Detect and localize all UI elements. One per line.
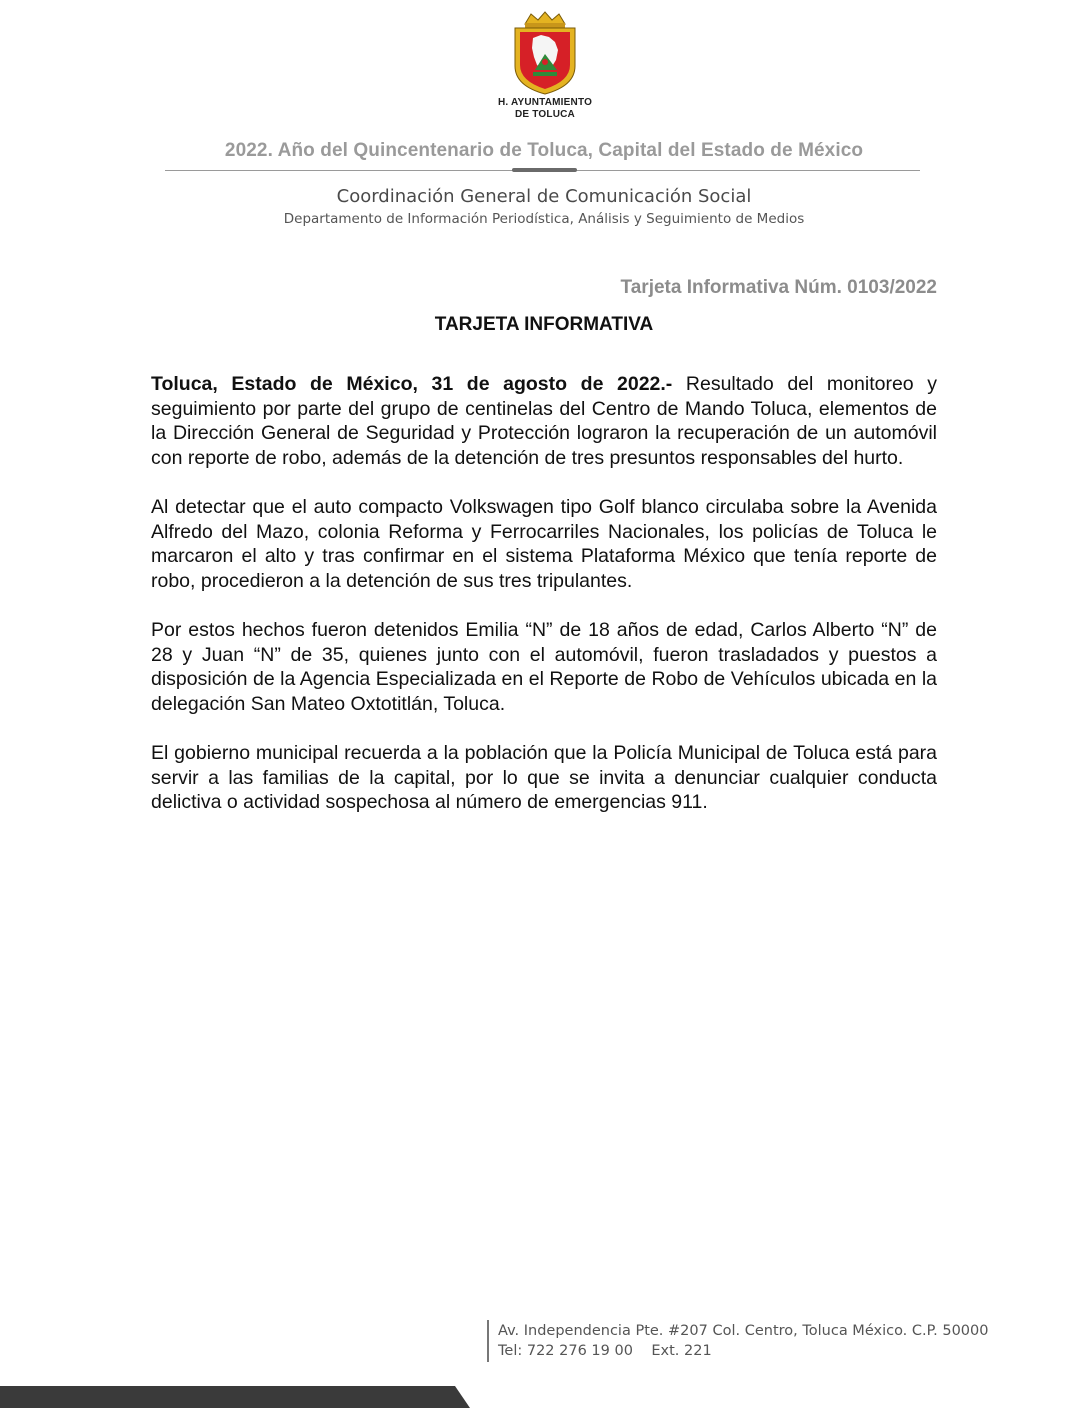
document-number: Tarjeta Informativa Núm. 0103/2022 (620, 277, 937, 298)
paragraph-4: El gobierno municipal recuerda a la población que la Policía Municipal de Toluca está para servir a las familias de la capital, por lo que se invita a denunciar cualquier conducta delictiva o actividad sospechosa al número de emergencias 911. (151, 742, 937, 813)
footer-stripe (0, 1386, 470, 1408)
coordination-title: Coordinación General de Comunicación Social (336, 186, 752, 207)
footer-divider (487, 1320, 489, 1362)
header-divider-accent (512, 168, 577, 172)
document-heading: TARJETA INFORMATIVA (434, 314, 654, 335)
dateline: Toluca, Estado de México, 31 de agosto de 2022.- (151, 373, 673, 395)
document-body (151, 372, 937, 840)
department-subtitle: Departamento de Información Periodística, Análisis y Seguimiento de Medios (283, 211, 805, 227)
paragraph-1 (151, 372, 937, 470)
year-motto: 2022. Año del Quincentenario de Toluca, Capital del Estado de México (224, 140, 864, 161)
logo-caption-line2: DE TOLUCA (515, 109, 575, 120)
paragraph-2: Al detectar que el auto compacto Volkswagen tipo Golf blanco circulaba sobre la Avenida Alfredo del Mazo, colonia Reforma y Ferrocarriles Nacionales, los policías de Toluca le marcaron el alto y tras confirmar en el sistema Plataforma México que tenía reporte de robo, procedieron a la detención de sus tres tripulantes. (151, 496, 937, 592)
paragraph-1-text: Resultado del monitoreo y seguimiento por parte del grupo de centinelas del Centro de Mando Toluca, elementos de la Dirección General de Seguridad y Protección lograron la recuperación de un automóvil con reporte de robo, además de la detención de tres presuntos responsables del hurto. (151, 373, 937, 469)
logo-caption-line1: H. AYUNTAMIENTO (497, 97, 593, 108)
footer-phone: Tel: 722 276 19 00 Ext. 221 (498, 1343, 712, 1359)
coat-of-arms-icon (505, 10, 585, 96)
paragraph-3: Por estos hechos fueron detenidos Emilia “N” de 18 años de edad, Carlos Alberto “N” de 28 y Juan “N” de 35, quienes junto con el automóvil, fueron trasladados y puestos a disposición de la Agencia Especializada en el Reporte de Robo de Vehículos ubicada en la delegación San Mateo Oxtotitlán, Toluca. (151, 619, 937, 715)
footer-address: Av. Independencia Pte. #207 Col. Centro, Toluca México. C.P. 50000 (498, 1323, 989, 1339)
footer-contact (498, 1321, 988, 1361)
toluca-coat-of-arms-logo (480, 10, 610, 120)
